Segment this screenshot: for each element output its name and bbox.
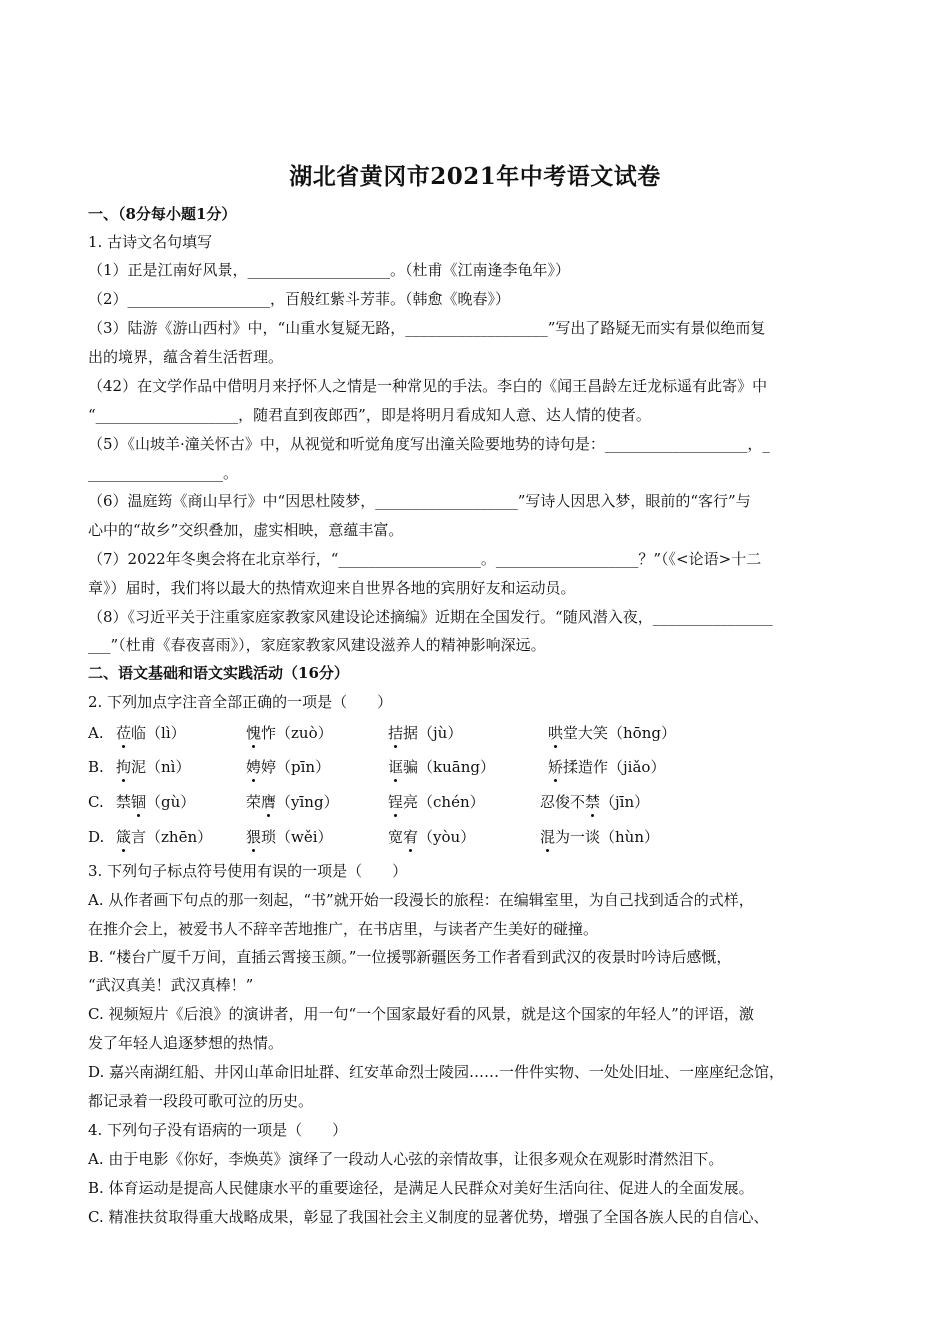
option-item-3: [388, 791, 485, 813]
option-item-4: [540, 791, 649, 813]
dotted-char: 膺: [261, 793, 277, 811]
dotted-char: 混: [540, 828, 556, 846]
option-item-1: [116, 791, 195, 813]
dotted-char: 娉: [246, 758, 262, 776]
option-item-1: [116, 826, 212, 848]
item-text: 泥（nì）: [131, 758, 191, 776]
q2-stem: 2. 下列加点字注音全部正确的一项是（ ）: [88, 693, 393, 711]
q1-item-1: （1）正是江南好风景，___________________。（杜甫《江南逢李龟年》）: [88, 261, 571, 279]
item-text: （yòu）: [418, 828, 476, 846]
dotted-char: 莅: [116, 724, 132, 742]
q2-option-d: [88, 826, 868, 848]
q3-option-c-cont: 发了年轻人追逐梦想的热情。: [88, 1034, 284, 1052]
q4-option-b: B. 体育运动是提高人民健康水平的重要途径，是满足人民群众对美好生活向往、促进人的全面发展。: [88, 1179, 754, 1197]
q3-option-c: C. 视频短片《后浪》的演讲者，用一句“一个国家最好看的风景，就是这个国家的年轻人”的评语，激: [88, 1005, 754, 1023]
q2-option-b: [88, 756, 868, 778]
dotted-char: 箴: [116, 828, 132, 846]
option-item-4: [548, 756, 665, 778]
dotted-char: 锃: [388, 793, 404, 811]
q4-stem: 4. 下列句子没有语病的一项是（ ）: [88, 1121, 348, 1139]
q1-item-2: （2）___________________，百般红紫斗芳菲。（韩愈《晚春》）: [88, 290, 511, 308]
q1-item-7: （7）2022年冬奥会将在北京举行，“___________________。___________________？”（《<论语>十二: [88, 550, 762, 568]
dotted-char: 拘: [116, 758, 132, 776]
q4-option-c: C. 精准扶贫取得重大战略成果，彰显了我国社会主义制度的显著优势，增强了全国各族人民的自信心、: [88, 1208, 769, 1226]
option-item-2: [246, 756, 330, 778]
item-text: 宽: [388, 828, 404, 846]
q1-item-5-cont: __________________。: [88, 464, 239, 482]
item-text: 为一谈（hùn）: [555, 828, 659, 846]
q1-item-6-cont: 心中的“故乡”交织叠加，虚实相映，意蕴丰富。: [88, 521, 404, 539]
option-item-1: [116, 756, 190, 778]
q1-item-7-cont: 章》）届时，我们将以最大的热情欢迎来自世界各地的宾朋好友和运动员。: [88, 579, 576, 597]
dotted-char: 锢: [131, 793, 147, 811]
option-item-4: [540, 826, 659, 848]
q3-option-d: D. 嘉兴南湖红船、井冈山革命旧址群、红安革命烈士陵园……一件件实物、一处处旧址、一座座纪念馆，: [88, 1063, 785, 1081]
q1-item-5: （5）《山坡羊·潼关怀古》中，从视觉和听觉角度写出潼关险要地势的诗句是：___________________，_: [88, 435, 770, 453]
item-text: 临（lì）: [131, 724, 186, 742]
q1-item-3: （3）陆游《游山西村》中，“山重水复疑无路，___________________”写出了路疑无而实有景似绝而复: [88, 319, 766, 337]
option-item-3: [388, 722, 462, 744]
dotted-char: 宥: [403, 828, 419, 846]
q3-option-a: A. 从作者画下句点的那一刻起，“书”就开始一段漫长的旅程：在编辑室里，为自己找到适合的式样，: [88, 891, 754, 909]
q1-item-3-cont: 出的境界，蕴含着生活哲理。: [88, 348, 284, 366]
q1-item-4-cont: “___________________，随君直到夜郎西”，即是将明月看成知人意、达人情的使者。: [88, 406, 651, 424]
option-label: B.: [88, 758, 104, 776]
item-text: 堂大笑（hōng）: [563, 724, 676, 742]
item-text: （yīng）: [276, 793, 339, 811]
item-text: 忍俊不: [540, 793, 586, 811]
q3-option-d-cont: 都记录着一段段可歌可泣的历史。: [88, 1092, 314, 1110]
dotted-char: 拮: [388, 724, 404, 742]
option-item-1: [116, 722, 186, 744]
section-1-heading: 一、（8分每小题1分）: [88, 205, 237, 223]
option-label: D.: [88, 828, 105, 846]
dotted-char: 愧: [246, 724, 262, 742]
section-2-heading: 二、语文基础和语文实践活动（16分）: [88, 664, 349, 682]
item-text: 言（zhēn）: [131, 828, 213, 846]
option-label: A.: [88, 724, 104, 742]
option-label: C.: [88, 793, 104, 811]
dotted-char: 诓: [388, 758, 404, 776]
item-text: （jīn）: [600, 793, 650, 811]
dotted-char: 禁: [585, 793, 601, 811]
option-item-3: [388, 756, 495, 778]
item-text: 亮（chén）: [403, 793, 485, 811]
q1-item-4: （42）在文学作品中借明月来抒怀人之情是一种常见的手法。李白的《闻王昌龄左迁龙标遥有此寄》中: [88, 377, 768, 395]
q3-option-b: B. “楼台广厦千万间，直插云霄接玉颜。”一位援鄂新疆医务工作者看到武汉的夜景时吟诗后感慨，: [88, 948, 732, 966]
item-text: 琐（wěi）: [261, 828, 333, 846]
item-text: 怍（zuò）: [261, 724, 333, 742]
option-item-2: [246, 826, 333, 848]
item-text: 揉造作（jiǎo）: [563, 758, 666, 776]
q2-option-c: [88, 791, 868, 813]
q1-item-8-cont: ___”（杜甫《春夜喜雨》），家庭家教家风建设滋养人的精神影响深远。: [88, 636, 546, 654]
option-item-4: [548, 722, 676, 744]
q4-option-a: A. 由于电影《你好，李焕英》演绎了一段动人心弦的亲情故事，让很多观众在观影时潸然泪下。: [88, 1150, 724, 1168]
q1-item-8: （8）《习近平关于注重家庭家教家风建设论述摘编》近期在全国发行。“随风潜入夜，________________: [88, 608, 773, 626]
dotted-char: 哄: [548, 724, 564, 742]
option-item-3: [388, 826, 475, 848]
option-item-2: [246, 722, 333, 744]
q2-option-a: [88, 722, 868, 744]
item-text: 荣: [246, 793, 262, 811]
item-text: 骗（kuāng）: [403, 758, 495, 776]
item-text: 据（jù）: [403, 724, 463, 742]
item-text: （gù）: [146, 793, 196, 811]
q1-stem: 1. 古诗文名句填写: [88, 233, 213, 251]
item-text: 禁: [116, 793, 132, 811]
dotted-char: 矫: [548, 758, 564, 776]
q1-item-6: （6）温庭筠《商山早行》中“因思杜陵梦，___________________”写诗人因思入梦，眼前的“客行”与: [88, 492, 751, 510]
item-text: 婷（pīn）: [261, 758, 331, 776]
q3-stem: 3. 下列句子标点符号使用有误的一项是（ ）: [88, 862, 408, 880]
q3-option-b-cont: “武汉真美！武汉真棒！”: [88, 976, 254, 994]
exam-title: 湖北省黄冈市2021年中考语文试卷: [289, 163, 661, 190]
option-item-2: [246, 791, 339, 813]
dotted-char: 猥: [246, 828, 262, 846]
q3-option-a-cont: 在推介会上，被爱书人不辞辛苦地推广，在书店里，与读者产生美好的碰撞。: [88, 920, 599, 938]
